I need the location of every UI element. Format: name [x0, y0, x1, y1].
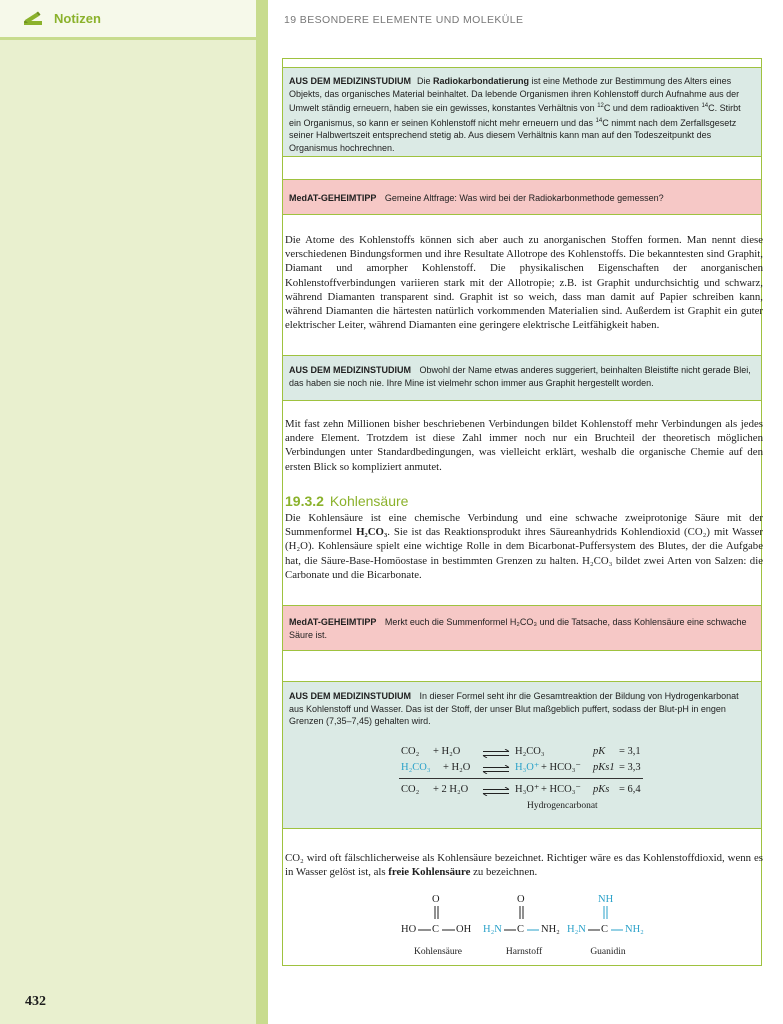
box-text: ist eine Methode zur Bestimmung des Alters eines Objekts, das organisches Material beinhaltet. Da lebende Organismen ihren Kohlenstoff durch Aufnahme aus der Umwelt ständig erneuern, haben sie ein gewisses, konstantes Verhältnis von — [289, 76, 740, 114]
eq2-pk: pKs1 — [593, 762, 615, 773]
eq1-product: H₂CO₃ — [515, 746, 545, 757]
box-tag: AUS DEM MEDIZINSTUDIUM — [289, 365, 411, 375]
tip-tag: MedAT-GEHEIMTIPP — [289, 193, 377, 203]
content-frame — [282, 58, 762, 966]
atom-nh2: NH₂ — [541, 924, 560, 935]
tip-box-radiocarbon — [283, 179, 761, 215]
molecule-structures — [283, 891, 761, 965]
atom-oh: OH — [456, 924, 472, 935]
paragraph-text: CO₂ wird oft fälschlicherweise als Kohlensäure bezeichnet. Richtiger wäre es das Kohlenstoffdioxid, wenn es in Wasser gelöst ist, als — [285, 852, 763, 879]
superscript: 14 — [595, 117, 603, 124]
atom-c: C — [432, 924, 440, 935]
tip-text: Gemeine Altfrage: Was wird bei der Radiokarbonmethode gemessen? — [384, 193, 664, 203]
box-bold-term: Radiokarbondatierung — [433, 76, 530, 86]
eq2-hydronium: H₃O⁺ — [515, 762, 540, 773]
box-tag: AUS DEM MEDIZINSTUDIUM — [289, 691, 411, 701]
eq3-water: + 2 H₂O — [433, 784, 469, 795]
section-number: 19.3.2 — [285, 493, 324, 509]
eq3-pk-value: = 6,4 — [619, 784, 641, 795]
info-box-pencil — [283, 355, 761, 401]
atom-c: C — [517, 924, 525, 935]
sidebar-divider — [256, 0, 268, 1024]
eq3-hydronium: H₃O⁺ — [515, 784, 540, 795]
atom-h2n: H₂N — [567, 924, 586, 935]
equilibrium-arrow-icon — [481, 765, 511, 774]
box-text: Die — [417, 76, 434, 86]
paragraph-text: Die Kohlensäure ist eine chemische Verbindung und eine schwache zweiprotonige Säure mit der Summenformel — [285, 512, 763, 539]
pencil-icon — [22, 11, 44, 27]
equilibrium-arrow-icon — [481, 749, 511, 758]
section-title: Kohlensäure — [329, 493, 409, 509]
paragraph-text: . Sie ist das Reaktionsprodukt ihres Säureanhydrids Kohlendioxid (CO₂) mit Wasser (H₂O). Kohlensäure spielt eine wichtige Rolle in dem Bicarbonat-Puffersystem des Blutes, der die Aufgabe hat, die Säure-Base-Homöostase in bestimmten Grenzen zu halten. H₂CO₃ bildet zwei Arten von Salzen: die Carbonate und die Bicarbonate. — [285, 526, 763, 581]
atom-ho: HO — [401, 924, 417, 935]
eq2-bicarbonate: + HCO₃⁻ — [541, 762, 581, 773]
bold-term: freie Kohlensäure — [388, 866, 471, 879]
equation-divider — [399, 778, 643, 779]
eq3-reactant: CO₂ — [401, 784, 420, 795]
eq1-pk — [593, 746, 605, 759]
paragraph-compounds: Mit fast zehn Millionen bisher beschriebenen Verbindungen bildet Kohlenstoff mehr Verbindungen als jedes andere Element. Trotzdem ist diese Zahl immer noch nur ein Bruchteil der theoretisch möglichen Verbindungen unter Standardbedingungen, was vielleicht erklärt, weshalb die organische Chemie auf den ersten Blick so kompliziert anmutet. — [285, 418, 763, 473]
eq2-water: + H₂O — [443, 762, 471, 773]
paragraph-text: zu bezeichnen. — [470, 866, 538, 879]
box-tag: AUS DEM MEDIZINSTUDIUM — [289, 76, 411, 86]
equation-block — [283, 746, 761, 826]
atom-nh2: NH₂ — [625, 924, 644, 935]
atom-nh: NH — [598, 894, 614, 905]
label-harnstoff: Harnstoff — [505, 947, 543, 957]
eq2-reactant: H₂CO₃ — [401, 762, 431, 773]
page-number: 432 — [25, 994, 46, 1009]
superscript: 12 — [597, 103, 604, 110]
box-text: C. Stirbt ein Organismus, so kann er seinen Kohlenstoff nicht mehr erneuern und das — [289, 103, 741, 128]
info-box-equations — [283, 681, 761, 829]
tip-tag: MedAT-GEHEIMTIPP — [289, 617, 377, 627]
tip-text: Merkt euch die Summenformel H₂CO₃ und die Tatsache, dass Kohlensäure eine schwache Säure ist. — [289, 617, 747, 640]
paragraph-carbonic-acid — [285, 511, 763, 582]
notes-sidebar — [0, 0, 268, 1024]
superscript: 14 — [701, 103, 709, 110]
equilibrium-arrow-icon — [481, 787, 511, 796]
atom-h2n: H₂N — [483, 924, 502, 935]
eq1-pk-value: = 3,1 — [619, 746, 641, 757]
tip-box-carbonic-acid — [283, 605, 761, 651]
box-text: In dieser Formel seht ihr die Gesamtreaktion der Bildung von Hydrogenkarbonat aus Kohlenstoff und Wasser. Das ist der Stoff, der unser Blut maßgeblich puffert, sodass der Blut-pH in engen Grenzen (7,35–7,45) gehalten wird. — [289, 691, 739, 727]
atom-o: O — [517, 894, 525, 905]
info-box-radiocarbon — [283, 67, 761, 157]
box-text: Obwohl der Name etwas anderes suggeriert, beinhalten Bleistifte nicht gerade Blei, das haben sie noch nie. Ihre Mine ist vielmehr schon immer aus Graphit hergestellt worden. — [289, 365, 751, 388]
atom-c: C — [601, 924, 609, 935]
atom-o: O — [432, 894, 440, 905]
label-kohlensaeure: Kohlensäure — [413, 947, 462, 957]
label-guanidin: Guanidin — [590, 947, 626, 957]
eq1-water: + H₂O — [433, 746, 461, 757]
eq1-reactant: CO₂ — [401, 746, 420, 757]
chapter-header: 19 BESONDERE ELEMENTE UND MOLEKÜLE — [284, 14, 524, 26]
paragraph-allotrope: Die Atome des Kohlenstoffs können sich aber auch zu anorganischen Stoffen formen. Man nennt diese verschiedenen Bindungsformen und ihre Resultate Allotrope des Kohlenstoffs. Die bekanntesten sind Graphit, Diamant und amorpher Kohlenstoff. Die physikalischen Eigenschaften der anorganischen Kohlenstoffverbindungen variieren stark mit der Allotropie; z.B. ist Graphit undurchsichtig und schwarz, während Diamanten transparent sind. Graphit ist so weich, dass man damit auf Papier schreiben kann, während Diamanten die härtesten natürlich vorkommenden Materialien sind. Außerdem ist Graphit ein guter elektrischer Leiter, während Diamanten eine geringere elektrische Leitfähigkeit haben. — [285, 234, 763, 332]
box-text: C und dem radioaktiven — [603, 103, 702, 114]
formula-bold: H₂CO₃ — [356, 526, 388, 539]
eq3-bicarbonate: + HCO₃⁻ — [541, 784, 581, 795]
notes-title: Notizen — [54, 11, 101, 26]
eq3-pk: pKs — [593, 784, 610, 795]
notes-header — [0, 0, 256, 40]
paragraph-co2 — [285, 851, 763, 879]
box-text: C nimmt nach dem Zerfallsgesetz seiner Halbwertszeit entsprechend stetig ab. Aus diesem Verhältnis kann man auf den Todeszeitpunkt des Organismus hochrechnen. — [289, 117, 737, 153]
hydrogencarbonat-label: Hydrogencarbonat — [527, 801, 598, 811]
section-heading — [285, 493, 408, 509]
eq2-pk-value: = 3,3 — [619, 762, 641, 773]
pk-label: pK — [593, 746, 606, 757]
